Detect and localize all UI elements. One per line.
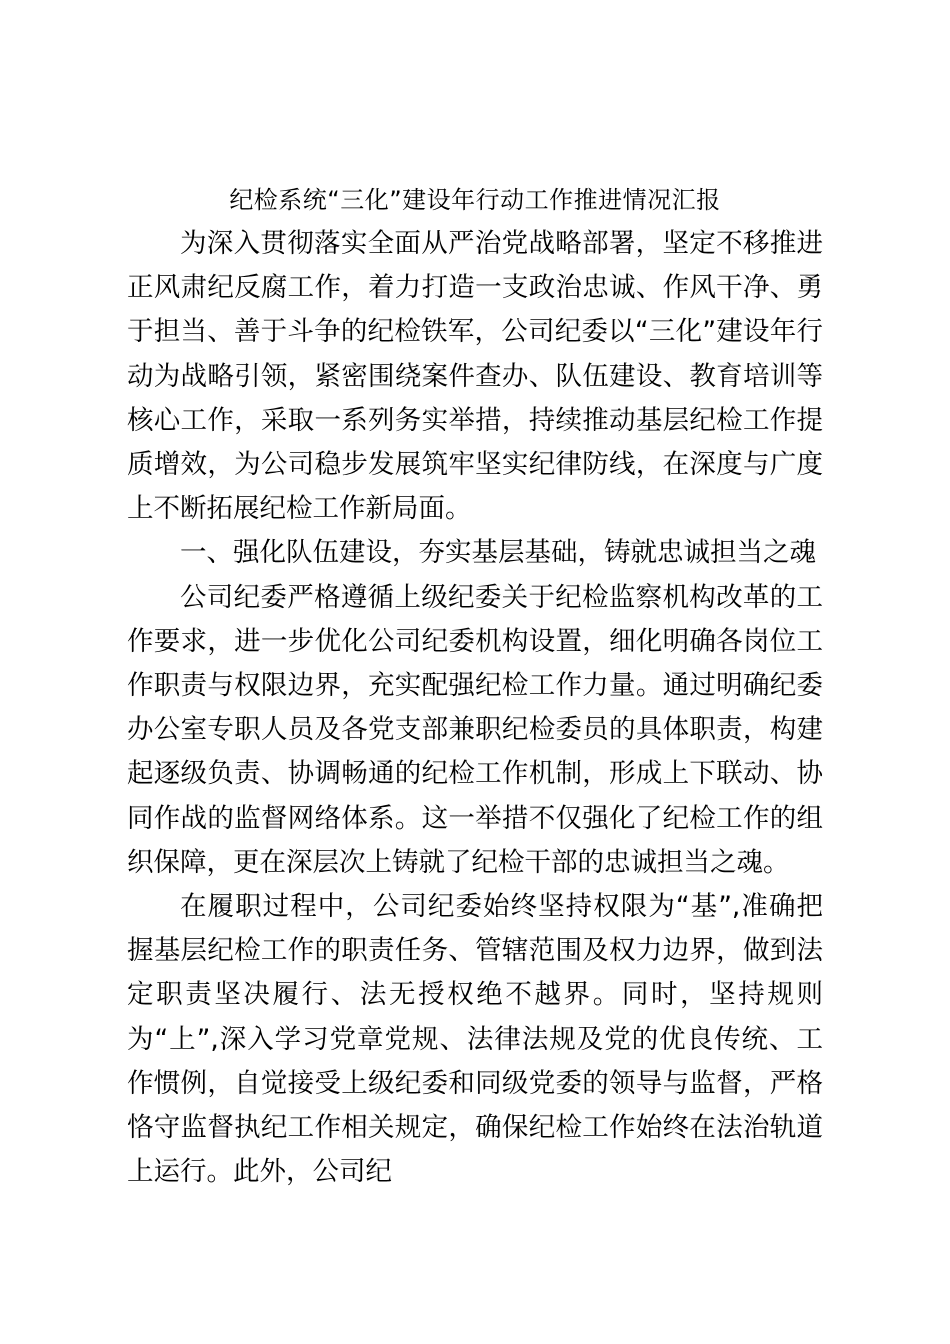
paragraph-team-building: 公司纪委严格遵循上级纪委关于纪检监察机构改革的工作要求，进一步优化公司纪委机构设置，细化明确各岗位工作职责与权限边界，充实配强纪检工作力量。通过明确纪委办公室专职人员及各党支部兼职纪检委员的具体职责，构建起逐级负责、协调畅通的纪检工作机制，形成上下联动、协同作战的监督网络体系。这一举措不仅强化了纪检工作的组织保障，更在深层次上铸就了纪检干部的忠诚担当之魂。 (127, 581, 823, 878)
paragraph-duty-performance: 在履职过程中，公司纪委始终坚持权限为“基”,准确把握基层纪检工作的职责任务、管辖范围及权力边界，做到法定职责坚决履行、法无授权绝不越界。同时，坚持规则为“上”,深入学习党章党规、法律法规及党的优良传统、工作惯例，自觉接受上级纪委和同级党委的领导与监督，严格恪守监督执纪工作相关规定，确保纪检工作始终在法治轨道上运行。此外，公司纪 (127, 891, 823, 1188)
document-title: 纪检系统“三化”建设年行动工作推进情况汇报 (229, 186, 721, 214)
document-body (127, 222, 823, 1194)
paragraph-intro: 为深入贯彻落实全面从严治党战略部署，坚定不移推进正风肃纪反腐工作，着力打造一支政治忠诚、作风干净、勇于担当、善于斗争的纪检铁军，公司纪委以“三化”建设年行动为战略引领，紧密围绕案件查办、队伍建设、教育培训等核心工作，采取一系列务实举措，持续推动基层纪检工作提质增效，为公司稳步发展筑牢坚实纪律防线，在深度与广度上不断拓展纪检工作新局面。 (127, 228, 823, 525)
section-heading-1: 一、强化队伍建设，夯实基层基础，铸就忠诚担当之魂 (180, 537, 816, 569)
